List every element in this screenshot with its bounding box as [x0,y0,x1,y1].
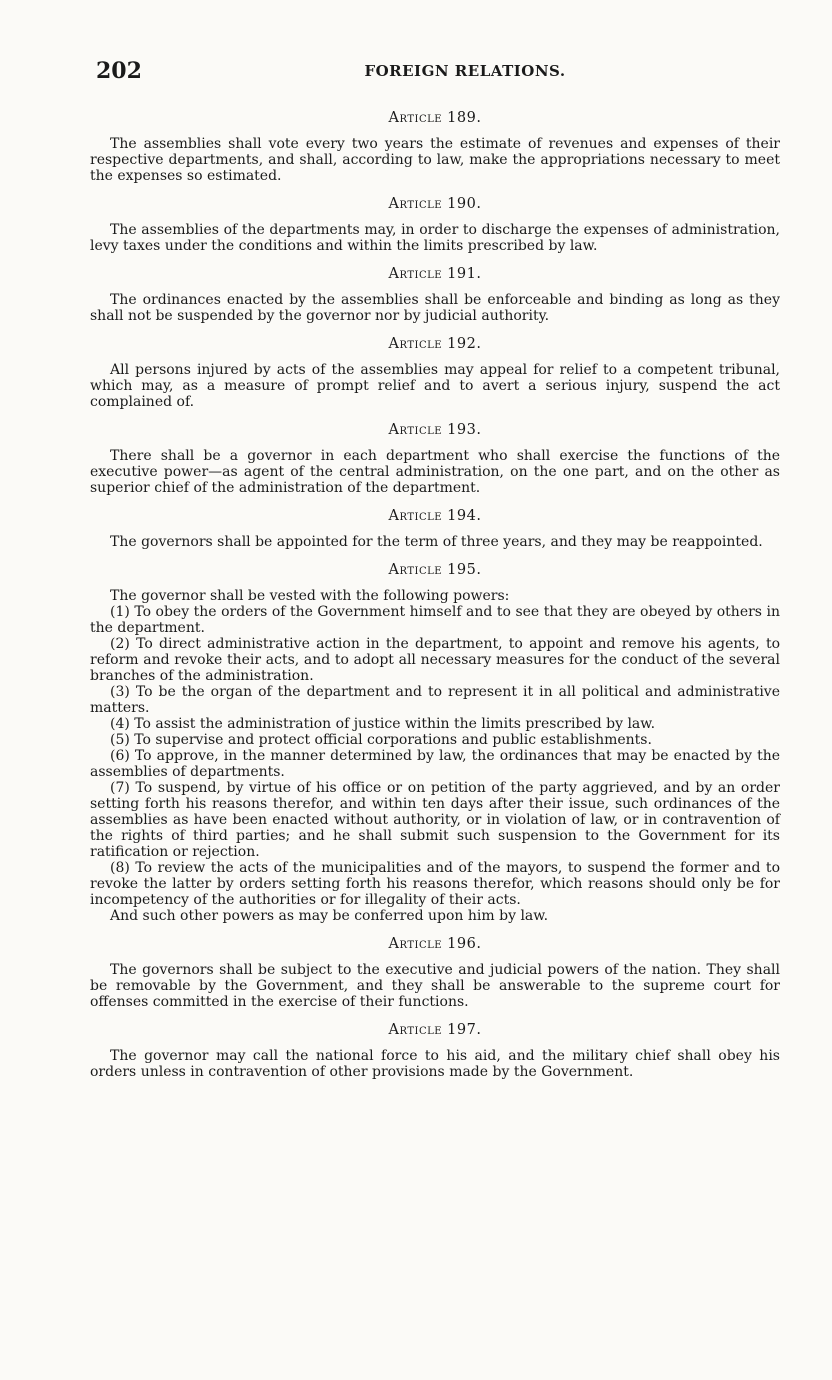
article-paragraph: All persons injured by acts of the assemblies may appeal for relief to a competent tribunal, which may, as a measure of prompt relief and to avert a serious injury, suspend the act complained of. [90,362,780,410]
article-190 [90,196,780,254]
article-195 [90,562,780,924]
article-heading: Article 194. [388,508,482,524]
power-item-4: (4) To assist the administration of justice within the limits prescribed by law. [110,716,656,732]
power-item-2: (2) To direct administrative action in the department, to appoint and remove his agents, to reform and revoke their acts, and to adopt all necessary measures for the conduct of the several branches of the administration. [90,636,780,684]
article-heading: Article 191. [388,266,482,282]
page-number: 202 [96,58,142,84]
article-paragraph: The governors shall be subject to the executive and judicial powers of the nation. They shall be removable by the Government, and they shall be answerable to the supreme court for offenses committed in the exercise of their functions. [90,962,780,1010]
article-191 [90,266,780,324]
article-heading: Article 197. [388,1022,482,1038]
power-item-3: (3) To be the organ of the department and to represent it in all political and administrative matters. [90,684,780,716]
article-paragraph: There shall be a governor in each department who shall exercise the functions of the executive power—as agent of the central administration, on the one part, and on the other as superior chief of the administration of the department. [90,448,780,496]
article-heading: Article 190. [388,196,482,212]
article-paragraph: The assemblies shall vote every two years the estimate of revenues and expenses of their respective departments, and shall, according to law, make the appropriations necessary to meet the expenses so estimated. [90,136,780,184]
article-paragraph: The governors shall be appointed for the term of three years, and they may be reappointed. [110,534,763,550]
power-item-8: (8) To review the acts of the municipalities and of the mayors, to suspend the former and to revoke the latter by orders setting forth his reasons therefor, which reasons should only be for incompetency of the authorities or for illegality of their acts. [90,860,780,908]
article-194 [90,508,780,550]
page-header [90,58,780,98]
article-heading: Article 195. [388,562,482,578]
article-heading: Article 189. [388,110,482,126]
power-item-5: (5) To supervise and protect official corporations and public establishments. [110,732,652,748]
article-paragraph: The governor may call the national force to his aid, and the military chief shall obey his orders unless in contravention of other provisions made by the Government. [90,1048,780,1080]
article-197 [90,1022,780,1080]
power-item-6: (6) To approve, in the manner determined by law, the ordinances that may be enacted by the assemblies of departments. [90,748,780,780]
power-item-7: (7) To suspend, by virtue of his office or on petition of the party aggrieved, and by an order setting forth his reasons therefor, and within ten days after their issue, such ordinances of the assemblies as have been enacted without authority, or in violation of law, or in contravention of the rights of third parties; and he shall submit such suspension to the Government for its ratification or rejection. [90,780,780,860]
running-head: FOREIGN RELATIONS. [364,62,566,80]
article-heading: Article 196. [388,936,482,952]
article-193 [90,422,780,496]
article-paragraph: The ordinances enacted by the assemblies shall be enforceable and binding as long as they shall not be suspended by the governor nor by judicial authority. [90,292,780,324]
power-closing: And such other powers as may be conferred upon him by law. [110,908,549,924]
article-heading: Article 193. [388,422,482,438]
article-paragraph: The governor shall be vested with the following powers: [110,588,510,604]
article-paragraph: The assemblies of the departments may, in order to discharge the expenses of administration, levy taxes under the conditions and within the limits prescribed by law. [90,222,780,254]
article-196 [90,936,780,1010]
article-192 [90,336,780,410]
article-189 [90,110,780,184]
article-heading: Article 192. [388,336,482,352]
power-item-1: (1) To obey the orders of the Government himself and to see that they are obeyed by others in the department. [90,604,780,636]
